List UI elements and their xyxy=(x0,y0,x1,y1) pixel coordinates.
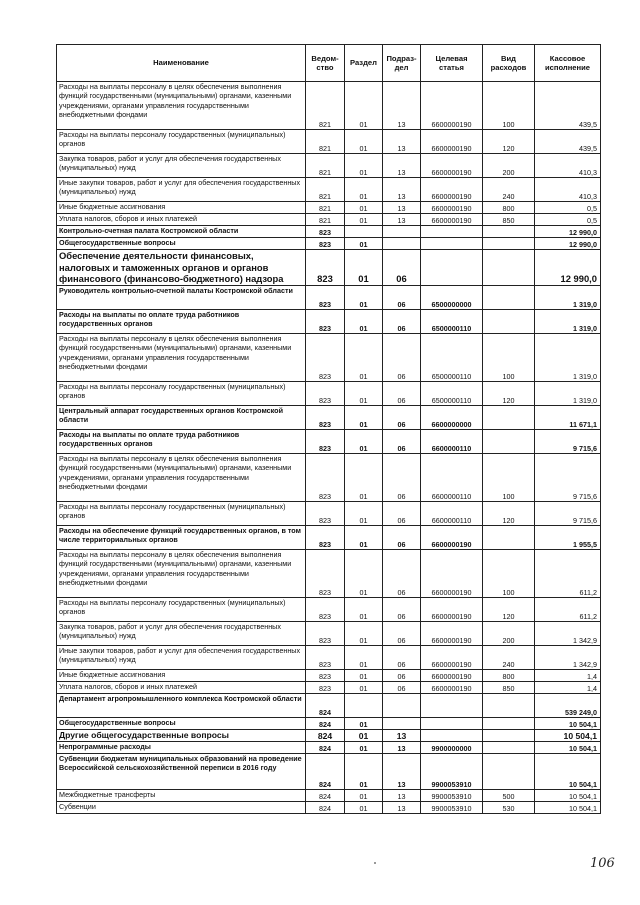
row-target-item xyxy=(421,238,483,250)
row-expense-type: 500 xyxy=(483,790,535,802)
row-department: 823 xyxy=(306,430,345,454)
row-target-item: 6600000190 xyxy=(421,622,483,646)
row-department: 823 xyxy=(306,622,345,646)
row-name: Уплата налогов, сборов и иных платежей xyxy=(57,214,306,226)
row-section xyxy=(345,226,383,238)
row-section: 01 xyxy=(345,406,383,430)
row-target-item: 6600000190 xyxy=(421,130,483,154)
row-cash-execution: 12 990,0 xyxy=(535,250,601,286)
row-name: Расходы на выплаты персоналу в целях обеспечения выполнения функций государственными (муниципальными) органами, казенными учреждениями, органами управления государственными внебюджетными фондами xyxy=(57,454,306,502)
row-expense-type: 800 xyxy=(483,202,535,214)
table-row xyxy=(57,598,601,622)
row-section: 01 xyxy=(345,802,383,814)
row-target-item xyxy=(421,718,483,730)
row-target-item: 6600000190 xyxy=(421,202,483,214)
row-cash-execution: 410,3 xyxy=(535,178,601,202)
row-name: Иные бюджетные ассигнования xyxy=(57,202,306,214)
row-department: 824 xyxy=(306,694,345,718)
row-department: 821 xyxy=(306,178,345,202)
row-subsection: 13 xyxy=(383,82,421,130)
row-expense-type xyxy=(483,250,535,286)
row-cash-execution: 539 249,0 xyxy=(535,694,601,718)
table-row xyxy=(57,694,601,718)
table-row xyxy=(57,430,601,454)
row-cash-execution: 1 342,9 xyxy=(535,622,601,646)
row-expense-type: 240 xyxy=(483,646,535,670)
row-target-item xyxy=(421,226,483,238)
row-subsection: 06 xyxy=(383,622,421,646)
row-section: 01 xyxy=(345,718,383,730)
table-row xyxy=(57,742,601,754)
row-subsection: 06 xyxy=(383,550,421,598)
row-target-item xyxy=(421,694,483,718)
row-section: 01 xyxy=(345,730,383,742)
row-cash-execution: 0,5 xyxy=(535,202,601,214)
table-row xyxy=(57,670,601,682)
row-section: 01 xyxy=(345,82,383,130)
row-section: 01 xyxy=(345,430,383,454)
row-expense-type: 100 xyxy=(483,82,535,130)
row-cash-execution: 9 715,6 xyxy=(535,430,601,454)
row-section: 01 xyxy=(345,130,383,154)
row-subsection: 06 xyxy=(383,670,421,682)
row-department: 823 xyxy=(306,286,345,310)
row-section: 01 xyxy=(345,250,383,286)
row-department: 824 xyxy=(306,802,345,814)
row-department: 823 xyxy=(306,454,345,502)
row-name: Уплата налогов, сборов и иных платежей xyxy=(57,682,306,694)
row-section: 01 xyxy=(345,682,383,694)
row-subsection: 13 xyxy=(383,130,421,154)
row-cash-execution: 1,4 xyxy=(535,682,601,694)
row-cash-execution: 439,5 xyxy=(535,130,601,154)
row-cash-execution: 11 671,1 xyxy=(535,406,601,430)
row-cash-execution: 9 715,6 xyxy=(535,502,601,526)
row-section: 01 xyxy=(345,214,383,226)
row-subsection xyxy=(383,226,421,238)
row-subsection: 06 xyxy=(383,334,421,382)
row-section: 01 xyxy=(345,550,383,598)
row-cash-execution: 0,5 xyxy=(535,214,601,226)
row-target-item: 6500000000 xyxy=(421,286,483,310)
row-department: 823 xyxy=(306,550,345,598)
row-name: Непрограммные расходы xyxy=(57,742,306,754)
row-subsection: 13 xyxy=(383,742,421,754)
row-target-item: 9900053910 xyxy=(421,754,483,790)
row-expense-type xyxy=(483,430,535,454)
header-section: Раздел xyxy=(345,45,383,82)
row-department: 824 xyxy=(306,754,345,790)
row-subsection: 13 xyxy=(383,754,421,790)
row-target-item: 6600000190 xyxy=(421,154,483,178)
row-expense-type: 240 xyxy=(483,178,535,202)
header-department: Ведом-ство xyxy=(306,45,345,82)
row-cash-execution: 1 955,5 xyxy=(535,526,601,550)
row-target-item: 9900053910 xyxy=(421,790,483,802)
table-row xyxy=(57,382,601,406)
table-row xyxy=(57,754,601,790)
row-target-item: 9900000000 xyxy=(421,742,483,754)
row-section: 01 xyxy=(345,454,383,502)
row-target-item: 6600000190 xyxy=(421,598,483,622)
row-section: 01 xyxy=(345,646,383,670)
row-section: 01 xyxy=(345,502,383,526)
row-name: Субвенции xyxy=(57,802,306,814)
row-target-item xyxy=(421,730,483,742)
row-department: 823 xyxy=(306,502,345,526)
row-cash-execution: 1,4 xyxy=(535,670,601,682)
row-target-item: 6600000190 xyxy=(421,670,483,682)
row-cash-execution: 10 504,1 xyxy=(535,790,601,802)
row-expense-type xyxy=(483,718,535,730)
row-expense-type xyxy=(483,730,535,742)
row-subsection: 13 xyxy=(383,790,421,802)
table-row xyxy=(57,154,601,178)
row-name: Руководитель контрольно-счетной палаты Костромской области xyxy=(57,286,306,310)
row-cash-execution: 10 504,1 xyxy=(535,718,601,730)
page-number: 106 xyxy=(590,856,615,871)
row-cash-execution: 611,2 xyxy=(535,550,601,598)
row-expense-type: 800 xyxy=(483,670,535,682)
row-name: Расходы на выплаты персоналу государственных (муниципальных) органов xyxy=(57,382,306,406)
row-expense-type: 850 xyxy=(483,682,535,694)
table-row xyxy=(57,286,601,310)
row-department: 821 xyxy=(306,82,345,130)
table-row xyxy=(57,502,601,526)
header-cash-execution: Кассовое исполнение xyxy=(535,45,601,82)
row-section xyxy=(345,694,383,718)
row-department: 823 xyxy=(306,406,345,430)
row-subsection xyxy=(383,718,421,730)
row-target-item: 6600000190 xyxy=(421,682,483,694)
row-name: Общегосударственные вопросы xyxy=(57,238,306,250)
row-target-item: 6600000110 xyxy=(421,430,483,454)
row-name: Межбюджетные трансферты xyxy=(57,790,306,802)
budget-table xyxy=(56,44,601,814)
row-department: 821 xyxy=(306,202,345,214)
row-cash-execution: 1 342,9 xyxy=(535,646,601,670)
table-row xyxy=(57,214,601,226)
row-department: 823 xyxy=(306,526,345,550)
row-subsection: 06 xyxy=(383,430,421,454)
row-section: 01 xyxy=(345,382,383,406)
row-name: Контрольно-счетная палата Костромской области xyxy=(57,226,306,238)
row-subsection: 13 xyxy=(383,154,421,178)
row-name: Расходы на выплаты по оплате труда работников государственных органов xyxy=(57,310,306,334)
table-row xyxy=(57,622,601,646)
table-row xyxy=(57,238,601,250)
row-subsection: 13 xyxy=(383,178,421,202)
table-row xyxy=(57,334,601,382)
row-name: Расходы на выплаты персоналу в целях обеспечения выполнения функций государственными (муниципальными) органами, казенными учреждениями, органами управления государственными внебюджетными фондами xyxy=(57,550,306,598)
row-expense-type xyxy=(483,238,535,250)
table-row xyxy=(57,802,601,814)
row-cash-execution: 10 504,1 xyxy=(535,754,601,790)
row-section: 01 xyxy=(345,742,383,754)
row-subsection xyxy=(383,694,421,718)
row-department: 824 xyxy=(306,718,345,730)
row-subsection: 06 xyxy=(383,286,421,310)
table-row xyxy=(57,310,601,334)
table-row xyxy=(57,226,601,238)
row-cash-execution: 10 504,1 xyxy=(535,730,601,742)
row-subsection: 06 xyxy=(383,526,421,550)
row-expense-type: 120 xyxy=(483,382,535,406)
table-row xyxy=(57,646,601,670)
row-name: Центральный аппарат государственных органов Костромской области xyxy=(57,406,306,430)
row-expense-type xyxy=(483,526,535,550)
row-section: 01 xyxy=(345,526,383,550)
row-name: Общегосударственные вопросы xyxy=(57,718,306,730)
row-name: Обеспечение деятельности финансовых, налоговых и таможенных органов и органов финансового (финансово-бюджетного) надзора xyxy=(57,250,306,286)
row-target-item: 6500000110 xyxy=(421,310,483,334)
row-department: 823 xyxy=(306,382,345,406)
budget-execution-sheet xyxy=(56,44,600,814)
row-department: 823 xyxy=(306,334,345,382)
row-cash-execution: 1 319,0 xyxy=(535,382,601,406)
row-section: 01 xyxy=(345,754,383,790)
row-name: Закупка товаров, работ и услуг для обеспечения государственных (муниципальных) нужд xyxy=(57,622,306,646)
row-section: 01 xyxy=(345,202,383,214)
row-subsection: 06 xyxy=(383,382,421,406)
row-department: 823 xyxy=(306,598,345,622)
row-expense-type: 100 xyxy=(483,334,535,382)
row-subsection: 06 xyxy=(383,406,421,430)
row-name: Другие общегосударственные вопросы xyxy=(57,730,306,742)
row-expense-type: 530 xyxy=(483,802,535,814)
row-cash-execution: 1 319,0 xyxy=(535,310,601,334)
row-department: 823 xyxy=(306,682,345,694)
row-name: Расходы на выплаты персоналу государственных (муниципальных) органов xyxy=(57,130,306,154)
row-name: Иные закупки товаров, работ и услуг для обеспечения государственных (муниципальных) нужд xyxy=(57,178,306,202)
row-target-item: 6600000110 xyxy=(421,502,483,526)
table-row xyxy=(57,718,601,730)
table-row xyxy=(57,790,601,802)
row-expense-type: 120 xyxy=(483,502,535,526)
table-row xyxy=(57,406,601,430)
row-section: 01 xyxy=(345,670,383,682)
row-expense-type xyxy=(483,406,535,430)
row-cash-execution: 611,2 xyxy=(535,598,601,622)
row-name: Расходы на выплаты персоналу в целях обеспечения выполнения функций государственными (муниципальными) органами, казенными учреждениями, органами управления государственными внебюджетными фондами xyxy=(57,82,306,130)
row-section: 01 xyxy=(345,790,383,802)
row-cash-execution: 1 319,0 xyxy=(535,334,601,382)
row-section: 01 xyxy=(345,598,383,622)
row-expense-type xyxy=(483,694,535,718)
row-name: Расходы на выплаты по оплате труда работников государственных органов xyxy=(57,430,306,454)
row-target-item: 6600000110 xyxy=(421,454,483,502)
row-section: 01 xyxy=(345,310,383,334)
table-row xyxy=(57,526,601,550)
row-department: 823 xyxy=(306,310,345,334)
header-name: Наименование xyxy=(57,45,306,82)
table-row xyxy=(57,82,601,130)
row-subsection: 06 xyxy=(383,310,421,334)
row-section: 01 xyxy=(345,622,383,646)
table-row xyxy=(57,730,601,742)
row-cash-execution: 9 715,6 xyxy=(535,454,601,502)
table-header-row xyxy=(57,45,601,82)
row-department: 823 xyxy=(306,646,345,670)
row-cash-execution: 10 504,1 xyxy=(535,802,601,814)
table-row xyxy=(57,682,601,694)
row-expense-type: 200 xyxy=(483,154,535,178)
row-department: 821 xyxy=(306,154,345,178)
row-expense-type xyxy=(483,742,535,754)
header-subsection: Подраз-дел xyxy=(383,45,421,82)
row-name: Департамент агропромышленного комплекса Костромской области xyxy=(57,694,306,718)
row-department: 823 xyxy=(306,226,345,238)
row-department: 824 xyxy=(306,790,345,802)
row-section: 01 xyxy=(345,238,383,250)
row-section: 01 xyxy=(345,286,383,310)
row-section: 01 xyxy=(345,334,383,382)
row-subsection: 06 xyxy=(383,250,421,286)
row-target-item: 6600000190 xyxy=(421,82,483,130)
row-target-item: 9900053910 xyxy=(421,802,483,814)
row-expense-type: 120 xyxy=(483,598,535,622)
row-name: Иные бюджетные ассигнования xyxy=(57,670,306,682)
row-subsection: 13 xyxy=(383,802,421,814)
row-subsection: 13 xyxy=(383,202,421,214)
row-department: 821 xyxy=(306,130,345,154)
row-cash-execution: 12 990,0 xyxy=(535,238,601,250)
row-name: Иные закупки товаров, работ и услуг для обеспечения государственных (муниципальных) нужд xyxy=(57,646,306,670)
row-name: Расходы на обеспечение функций государственных органов, в том числе территориальных органов xyxy=(57,526,306,550)
table-row xyxy=(57,250,601,286)
table-row xyxy=(57,130,601,154)
row-name: Расходы на выплаты персоналу государственных (муниципальных) органов xyxy=(57,598,306,622)
row-target-item xyxy=(421,250,483,286)
row-cash-execution: 439,5 xyxy=(535,82,601,130)
row-subsection: 13 xyxy=(383,214,421,226)
row-subsection: 06 xyxy=(383,646,421,670)
row-department: 824 xyxy=(306,742,345,754)
row-cash-execution: 12 990,0 xyxy=(535,226,601,238)
row-expense-type xyxy=(483,286,535,310)
row-section: 01 xyxy=(345,178,383,202)
table-row xyxy=(57,550,601,598)
row-expense-type: 100 xyxy=(483,550,535,598)
row-name: Закупка товаров, работ и услуг для обеспечения государственных (муниципальных) нужд xyxy=(57,154,306,178)
row-subsection: 06 xyxy=(383,454,421,502)
row-target-item: 6600000000 xyxy=(421,406,483,430)
row-expense-type: 850 xyxy=(483,214,535,226)
row-cash-execution: 10 504,1 xyxy=(535,742,601,754)
row-name: Расходы на выплаты персоналу в целях обеспечения выполнения функций государственными (муниципальными) органами, казенными учреждениями, органами управления государственными внебюджетными фондами xyxy=(57,334,306,382)
header-expense-type: Вид расходов xyxy=(483,45,535,82)
row-expense-type xyxy=(483,754,535,790)
row-target-item: 6600000190 xyxy=(421,178,483,202)
row-expense-type: 200 xyxy=(483,622,535,646)
row-expense-type xyxy=(483,226,535,238)
row-cash-execution: 410,3 xyxy=(535,154,601,178)
row-target-item: 6500000110 xyxy=(421,334,483,382)
row-department: 821 xyxy=(306,214,345,226)
row-target-item: 6600000190 xyxy=(421,214,483,226)
row-target-item: 6500000110 xyxy=(421,382,483,406)
row-name: Субвенции бюджетам муниципальных образований на проведение Всероссийской сельскохозяйственной переписи в 2016 году xyxy=(57,754,306,790)
row-department: 823 xyxy=(306,238,345,250)
row-expense-type: 100 xyxy=(483,454,535,502)
row-name: Расходы на выплаты персоналу государственных (муниципальных) органов xyxy=(57,502,306,526)
row-expense-type xyxy=(483,310,535,334)
row-department: 823 xyxy=(306,250,345,286)
row-department: 824 xyxy=(306,730,345,742)
row-department: 823 xyxy=(306,670,345,682)
header-target-item: Целевая статья xyxy=(421,45,483,82)
row-cash-execution: 1 319,0 xyxy=(535,286,601,310)
scan-speck xyxy=(374,862,376,864)
row-subsection xyxy=(383,238,421,250)
row-subsection: 06 xyxy=(383,598,421,622)
row-subsection: 06 xyxy=(383,502,421,526)
row-target-item: 6600000190 xyxy=(421,526,483,550)
row-subsection: 06 xyxy=(383,682,421,694)
table-row xyxy=(57,202,601,214)
table-row xyxy=(57,454,601,502)
table-row xyxy=(57,178,601,202)
row-target-item: 6600000190 xyxy=(421,550,483,598)
row-subsection: 13 xyxy=(383,730,421,742)
row-expense-type: 120 xyxy=(483,130,535,154)
row-target-item: 6600000190 xyxy=(421,646,483,670)
row-section: 01 xyxy=(345,154,383,178)
